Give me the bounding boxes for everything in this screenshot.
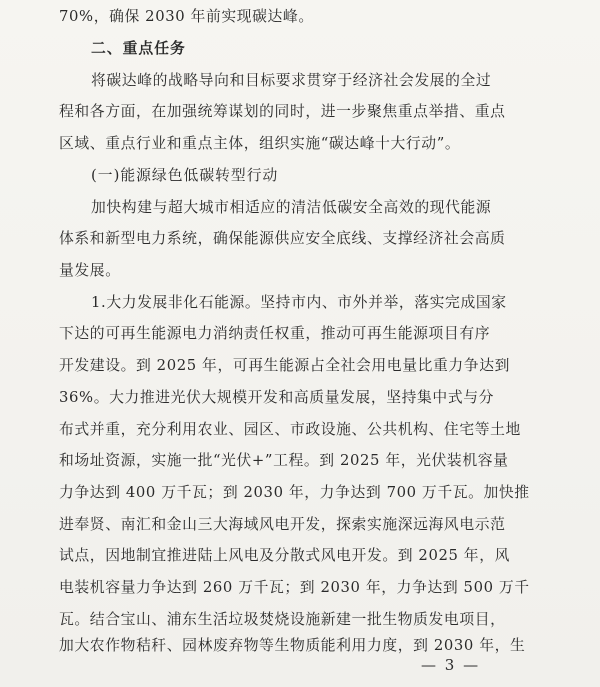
subsection-heading: (一)能源绿色低碳转型行动 [91, 167, 279, 184]
text-line: 区域、重点行业和重点主体，组织实施“碳达峰十大行动”。 [59, 135, 461, 152]
text-line: 36%。大力推进光伏大规模开发和高质量发展，坚持集中式与分 [59, 389, 495, 406]
text-line: 体系和新型电力系统，确保能源供应安全底线、支撑经济社会高质 [59, 230, 506, 247]
text-line: 加大农作物秸秆、园林废弃物等生物质能利用力度，到 2030 年，生 [59, 637, 526, 654]
text-line: 电装机容量力争达到 260 万千瓦；到 2030 年，力争达到 500 万千 [59, 579, 530, 596]
text-line: 70%，确保 2030 年前实现碳达峰。 [59, 8, 314, 25]
text-line: 布式并重，充分利用农业、园区、市政设施、公共机构、住宅等土地 [59, 421, 521, 438]
section-heading: 二、重点任务 [91, 40, 186, 57]
text-line: 进奉贤、南汇和金山三大海域风电开发，探索实施深远海风电示范 [59, 516, 506, 533]
text-line: 程和各方面，在加强统筹谋划的同时，进一步聚焦重点举措、重点 [59, 103, 506, 120]
text-line: 1.大力发展非化石能源。坚持市内、市外并举，落实完成国家 [91, 294, 507, 311]
text-line: 力争达到 400 万千瓦；到 2030 年，力争达到 700 万千瓦。加快推 [59, 484, 530, 501]
text-line: 瓦。结合宝山、浦东生活垃圾焚烧设施新建一批生物质发电项目， [59, 611, 506, 628]
text-line: 开发建设。到 2025 年，可再生能源占全社会用电量比重力争达到 [59, 357, 510, 374]
text-line: 将碳达峰的战略导向和目标要求贯穿于经济社会发展的全过 [91, 72, 492, 89]
text-line: 试点，因地制宜推进陆上风电及分散式风电开发。到 2025 年，风 [59, 547, 510, 564]
text-line: 量发展。 [59, 262, 121, 279]
page-number: — 3 — [421, 656, 481, 674]
text-line: 和场址资源，实施一批“光伏+”工程。到 2025 年，光伏装机容量 [59, 452, 509, 469]
text-line: 下达的可再生能源电力消纳责任权重，推动可再生能源项目有序 [59, 325, 491, 342]
text-line: 加快构建与超大城市相适应的清洁低碳安全高效的现代能源 [91, 199, 492, 216]
